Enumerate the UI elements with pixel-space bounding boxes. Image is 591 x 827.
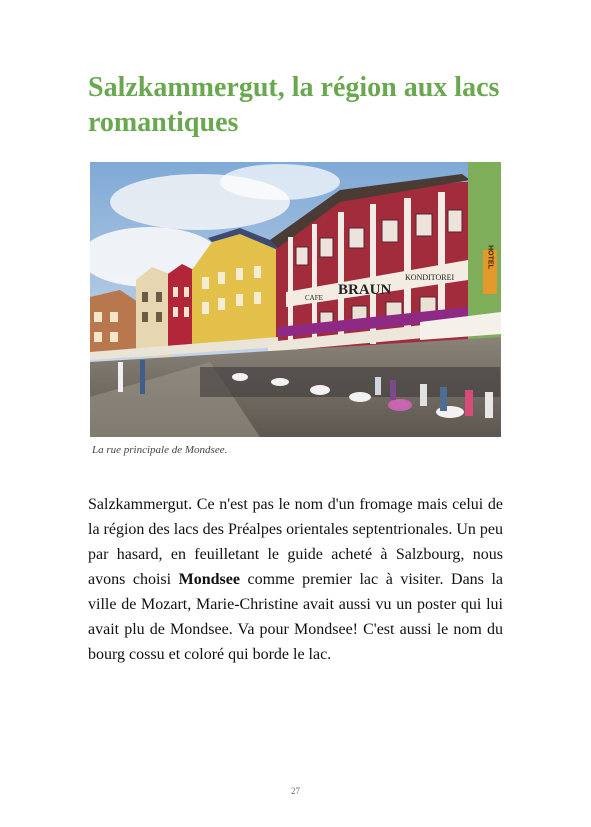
page-title: Salzkammergut, la région aux lacs romantiques [88,72,500,138]
page-number: 27 [291,786,300,796]
photo-caption: La rue principale de Mondsee. [92,444,228,456]
body-paragraph [88,492,503,667]
cafe-sign: CAFE [305,294,323,302]
paragraph-text-start: Salzkammergut. Ce n'est pas le nom d'un fromage mais celui de la région des lacs des Préalpes orientales septentrionales. Un peu par hasard, en feuilletant le guide acheté à Salzbourg, nous avons choisi [88,496,503,588]
paragraph-text-end: comme premier lac à visiter. Dans la ville de Mozart, Marie-Christine avait aussi vu un poster qui lui avait plu de Mondsee. Va pour Mondsee! C'est aussi le nom du bourg cossu et coloré qui borde le lac. [88,571,503,663]
mondsee-street-photo [90,162,501,437]
braun-sign: BRAUN [338,282,392,298]
mondsee-bold: Mondsee [178,571,240,588]
konditorei-sign: KONDITOREI [405,273,455,282]
hotel-sign: HOTEL [486,245,494,269]
